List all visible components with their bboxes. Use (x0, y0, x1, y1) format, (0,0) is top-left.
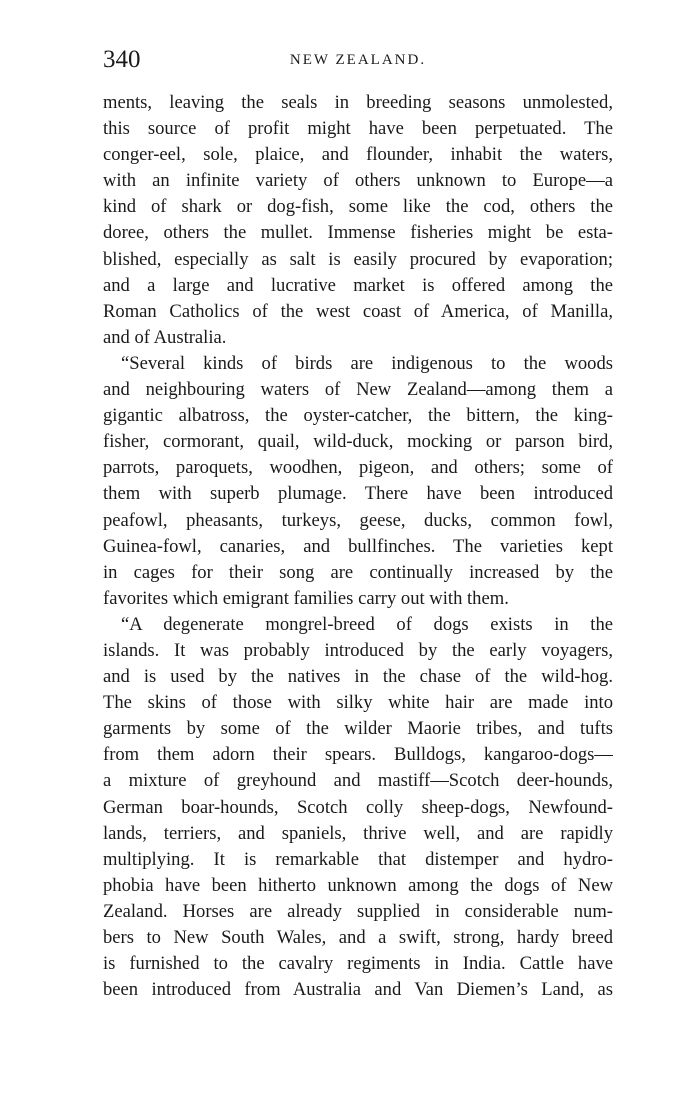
text-line: phobia have been hitherto unknown among the dogs of New (103, 874, 613, 896)
body-text (103, 90, 613, 1003)
text-line: and a large and lucrative market is offered among the (103, 274, 613, 296)
text-line: is furnished to the cavalry regiments in India. Cattle have (103, 953, 613, 975)
text-line: in cages for their song are continually increased by the (103, 561, 613, 583)
text-line: with an infinite variety of others unknown to Europe—a (103, 170, 613, 192)
text-line: parrots, paroquets, woodhen, pigeon, and others; some of (103, 457, 613, 479)
text-line: favorites which emigrant families carry out with them. (103, 587, 509, 609)
page-number: 340 (103, 46, 141, 73)
text-line: peafowl, pheasants, turkeys, geese, ducks, common fowl, (103, 509, 613, 531)
text-line: kind of shark or dog-fish, some like the cod, others the (103, 196, 613, 218)
text-line: them with superb plumage. There have been introduced (103, 483, 613, 505)
paragraph (103, 612, 613, 1003)
text-line: fisher, cormorant, quail, wild-duck, mocking or parson bird, (103, 431, 613, 453)
text-line: “A degenerate mongrel-breed of dogs exists in the (121, 613, 613, 635)
text-line: a mixture of greyhound and mastiff—Scotch deer-hounds, (103, 770, 613, 792)
text-line: The skins of those with silky white hair are made into (103, 692, 613, 714)
text-line: conger-eel, sole, plaice, and flounder, inhabit the waters, (103, 144, 613, 166)
text-line: Zealand. Horses are already supplied in considerable num- (103, 900, 613, 922)
text-line: ments, leaving the seals in breeding seasons unmolested, (103, 92, 613, 113)
text-line: and neighbouring waters of New Zealand—among them a (103, 379, 613, 401)
text-line: blished, especially as salt is easily procured by evaporation; (103, 248, 613, 270)
text-line: from them adorn their spears. Bulldogs, kangaroo-dogs— (103, 744, 613, 766)
text-line: islands. It was probably introduced by the early voyagers, (103, 639, 613, 661)
text-line: bers to New South Wales, and a swift, strong, hardy breed (103, 927, 613, 948)
text-line: gigantic albatross, the oyster-catcher, the bittern, the king- (103, 405, 613, 427)
text-line: this source of profit might have been perpetuated. The (103, 118, 613, 140)
text-line: and is used by the natives in the chase of the wild-hog. (103, 666, 613, 688)
text-line: Guinea-fowl, canaries, and bullfinches. The varieties kept (103, 535, 613, 557)
text-line: and of Australia. (103, 326, 227, 348)
paragraph (103, 351, 613, 612)
text-line: Roman Catholics of the west coast of America, of Manilla, (103, 300, 613, 322)
text-line: garments by some of the wilder Maorie tribes, and tufts (103, 718, 613, 740)
running-title: NEW ZEALAND. (289, 52, 427, 68)
page-header (103, 44, 613, 76)
text-line: lands, terriers, and spaniels, thrive well, and are rapidly (103, 822, 613, 844)
text-line: been introduced from Australia and Van Diemen’s Land, as (103, 979, 613, 1001)
paragraph (103, 90, 613, 351)
text-line: multiplying. It is remarkable that distemper and hydro- (103, 848, 613, 870)
text-line: “Several kinds of birds are indigenous to the woods (121, 352, 613, 374)
text-line: doree, others the mullet. Immense fisheries might be esta- (103, 222, 613, 244)
text-line: German boar-hounds, Scotch colly sheep-dogs, Newfound- (103, 796, 613, 818)
